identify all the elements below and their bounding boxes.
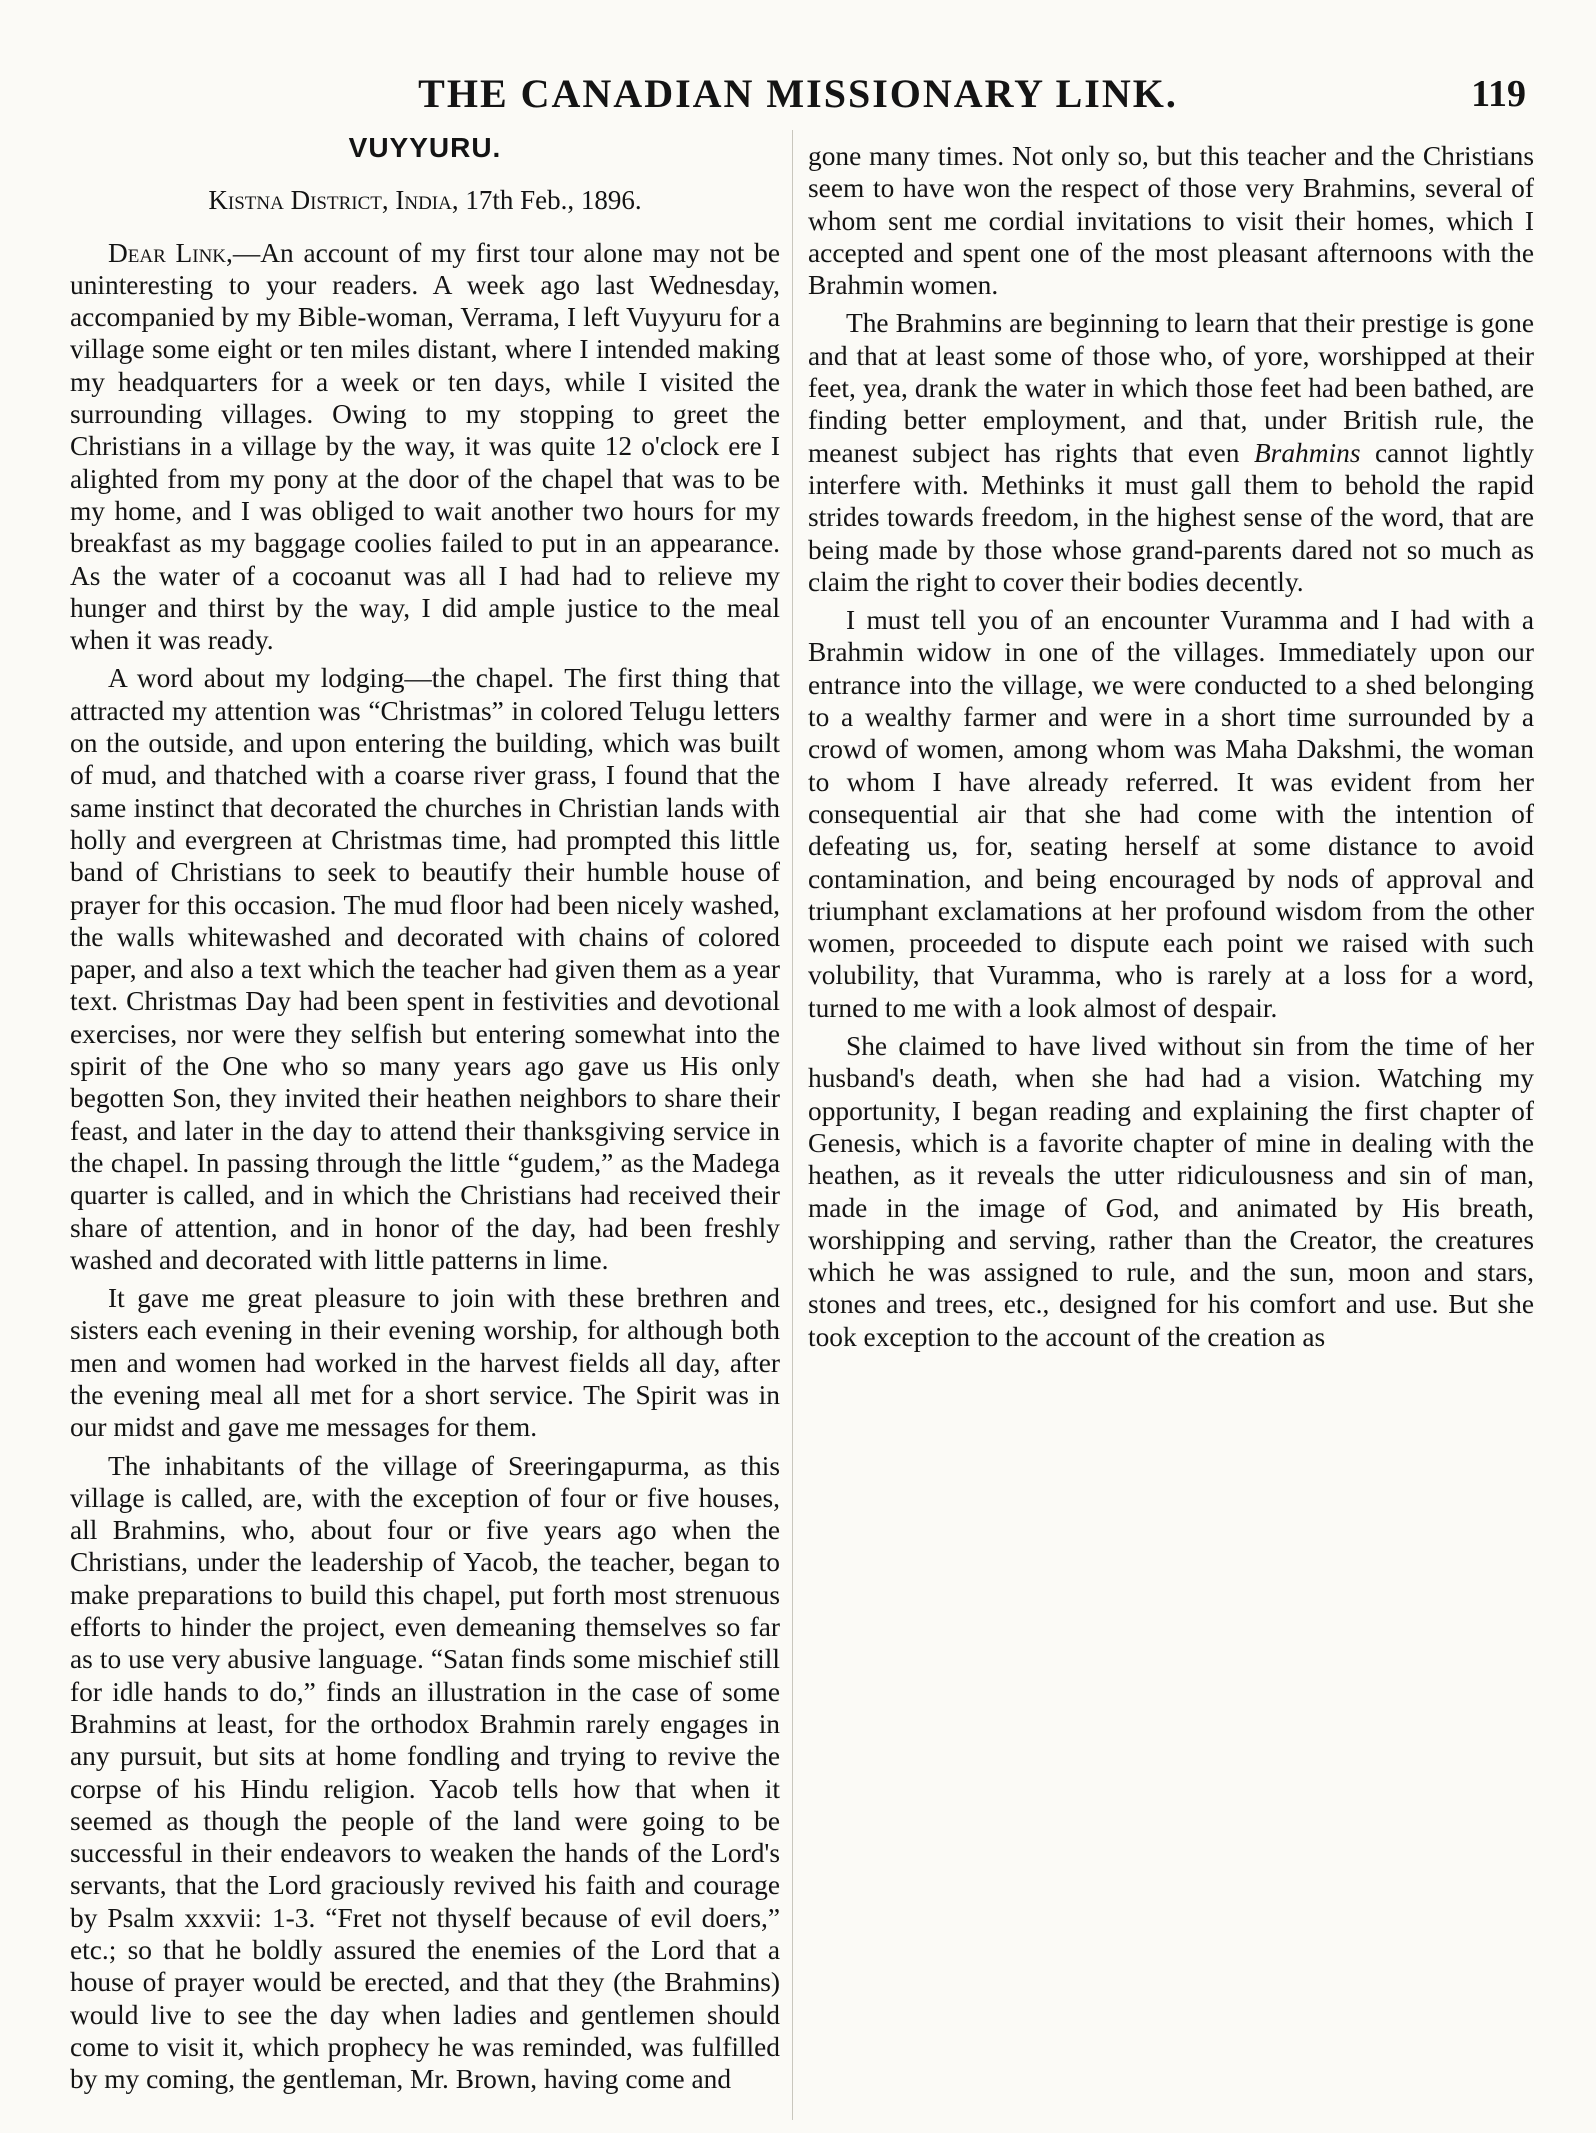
column-left	[70, 132, 780, 2122]
paragraph-5-text-a: The Brahmins are beginning to learn that their prestige is gone and that at least some of those who, of yore, worshipped at their feet, yea, drank the water in which those feet had been bathed, are finding better employment, and that, under British rule, the meanest subject has rights that even	[808, 308, 1534, 468]
paragraph-1-text: —An account of my first tour alone may not be uninteresting to your readers. A week ago last Wednesday, accompanied by my Bible-woman, Verrama, I left Vuyyuru for a village some eight or ten miles distant, where I intended making my headquarters for a week or ten days, while I visited the surrounding villages. Owing to my stopping to greet the Christians in a village by the way, it was quite 12 o'clock ere I alighted from my pony at the door of the chapel that was to be my home, and I was obliged to wait another two hours for my breakfast as my baggage coolies failed to put in an appearance. As the water of a cocoanut was all I had had to relieve my hunger and thirst by the way, I did ample justice to the meal when it was ready.	[70, 237, 780, 656]
dateline-place: Kistna District, India,	[208, 185, 459, 216]
column-right	[808, 140, 1534, 2130]
paragraph-5-text-b: cannot lightly interfere with. Methinks it must gall them to behold the rapid strides towards freedom, in the highest sense of the word, that are being made by those whose grand-parents dared not so much as claim the right to cover their bodies decently.	[808, 437, 1534, 597]
paragraph-6: I must tell you of an encounter Vuramma and I had with a Brahmin widow in one of the villages. Immediately upon our entrance into the village, we were conducted to a shed belonging to a wealthy farmer and were in a short time surrounded by a crowd of women, among whom was Maha Dakshmi, the woman to whom I have already referred. It was evident from her consequential air that she had come with the intention of defeating us, for, seating herself at some distance to avoid contamination, and being encouraged by nods of approval and triumphant exclamations at her profound wisdom from the other women, proceeded to dispute each point we raised with such volubility, that Vuramma, who is rarely at a loss for a word, turned to me with a look almost of despair.	[808, 605, 1534, 1023]
dateline	[70, 184, 780, 216]
paragraph-4: The inhabitants of the village of Sreeringapurma, as this village is called, are, with the exception of four or five houses, all Brahmins, who, about four or five years ago when the Christians, under the leadership of Yacob, the teacher, began to make preparations to build this chapel, put forth most strenuous efforts to hinder the project, even demeaning themselves so far as to use very abusive language. “Satan finds some mischief still for idle hands to do,” finds an illustration in the case of some Brahmins at least, for the orthodox Brahmin rarely engages in any pursuit, but sits at home fondling and trying to revive the corpse of his Hindu religion. Yacob tells how that when it seemed as though the people of the land were going to be successful in their endeavors to weaken the hands of the Lord's servants, that the Lord graciously revived his faith and courage by Psalm xxxvii: 1-3. “Fret not thyself because of evil doers,” etc.; so that he boldly assured the enemies of the Lord that a house of prayer would be erected, and that they (the Brahmins) would live to see the day when ladies and gentlemen should come to visit it, which prophecy he was reminded, was fulfilled by my coming, the gentleman, Mr. Brown, having come and	[70, 1450, 780, 2095]
paragraph-3: It gave me great pleasure to join with these brethren and sisters each evening in their evening worship, for although both men and women had worked in the harvest fields all day, after the evening meal all met for a short service. The Spirit was in our midst and gave me messages for them.	[70, 1283, 780, 1443]
page-header	[0, 70, 1596, 130]
paragraph-2: A word about my lodging—the chapel. The first thing that attracted my attention was “Christmas” in colored Telugu letters on the outside, and upon entering the building, which was built of mud, and thatched with a coarse river grass, I found that the same instinct that decorated the churches in Christian lands with holly and evergreen at Christmas time, had prompted this little band of Christians to seek to beautify their humble house of prayer for this occasion. The mud floor had been nicely washed, the walls whitewashed and decorated with chains of colored paper, and also a text which the teacher had given them as a year text. Christmas Day had been spent in festivities and devotional exercises, nor were they selfish but entering somewhat into the spirit of the One who so many years ago gave us His only begotten Son, they invited their heathen neighbors to share their feast, and later in the day to attend their thanksgiving service in the chapel. In passing through the little “gudem,” as the Madega quarter is called, and in which the Christians had received their share of attention, and in honor of the day, had been freshly washed and decorated with little patterns in lime.	[70, 663, 780, 1275]
paragraph-4-continued: gone many times. Not only so, but this teacher and the Christians seem to have won the respect of those very Brahmins, several of whom sent me cordial invitations to visit their homes, which I accepted and spent one of the most pleasant afternoons with the Brahmin women.	[808, 141, 1534, 301]
paragraph-1	[70, 237, 780, 657]
page-number: 119	[1471, 73, 1526, 115]
dateline-date: 17th Feb., 1896.	[465, 185, 642, 216]
publication-title: THE CANADIAN MISSIONARY LINK.	[418, 71, 1178, 116]
paragraph-5-italic: Brahmins	[1253, 437, 1361, 468]
salutation: Dear Link,	[108, 237, 233, 268]
article-title: VUYYURU.	[348, 132, 502, 163]
paragraph-7: She claimed to have lived without sin from the time of her husband's death, when she had had a vision. Watching my opportunity, I began reading and explaining the first chapter of Genesis, which is a favorite chapter of mine in dealing with the heathen, as it reveals the utter ridiculousness and sin of man, made in the image of God, and animated by His breath, worshipping and serving, rather than the Creator, the creatures which he was assigned to rule, and the sun, moon and stars, stones and trees, etc., designed for his comfort and use. But she took exception to the account of the creation as	[808, 1031, 1534, 1352]
column-divider	[792, 130, 793, 2120]
paragraph-5	[808, 307, 1534, 598]
